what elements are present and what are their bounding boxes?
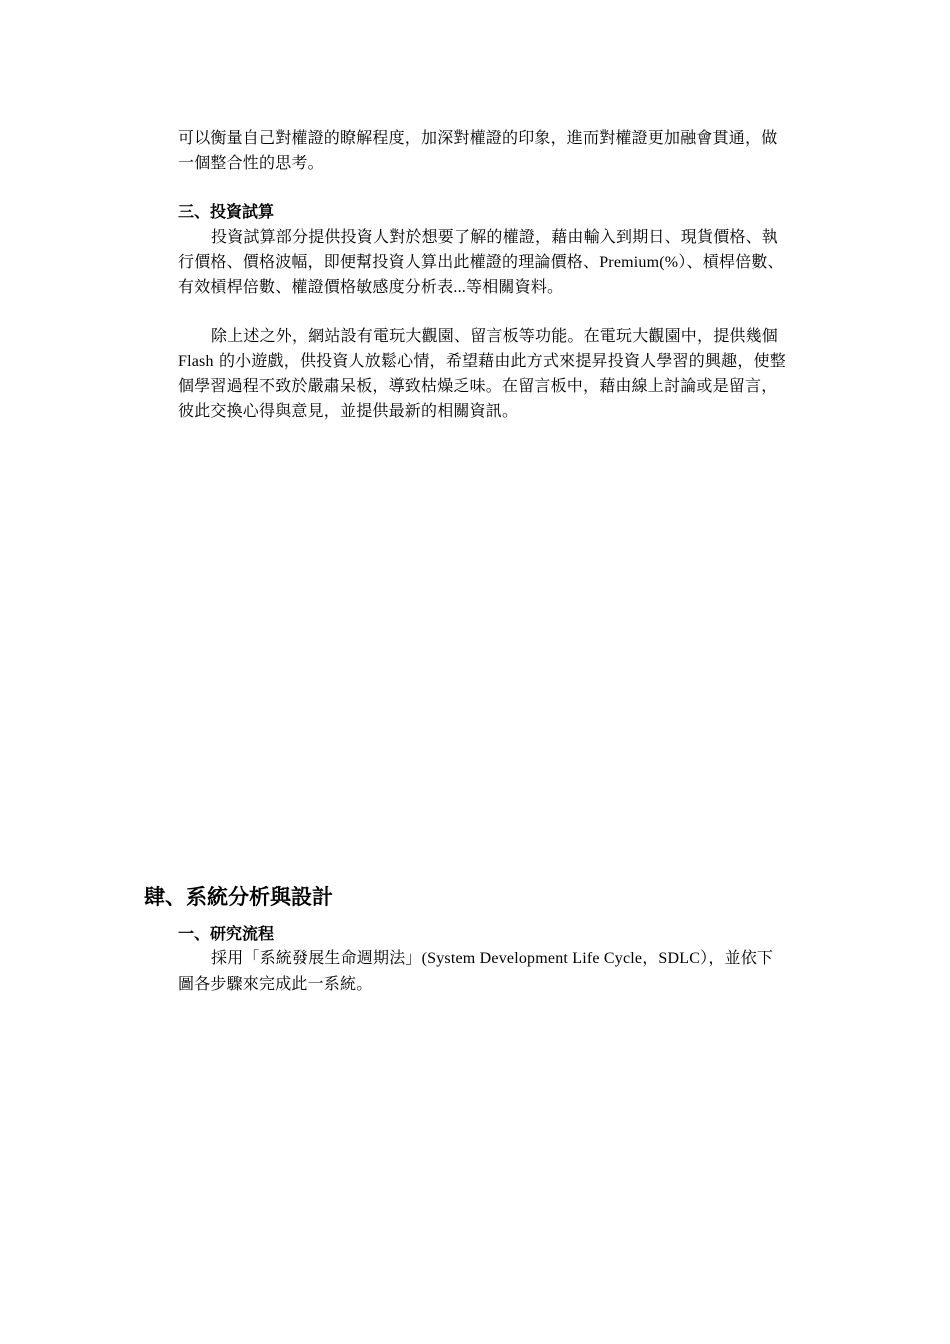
ellipsis: ...: [453, 279, 467, 296]
section-3-line-3-end: 等相關資料。: [466, 277, 564, 296]
intro-paragraph: [178, 126, 814, 175]
chapter-4-heading: 肆、系統分析與設計: [144, 885, 333, 909]
section-3-paragraph: [178, 225, 814, 301]
research-process-paragraph: [178, 946, 814, 996]
extra-line-4: 彼此交換心得與意見，並提供最新的相關資訊。: [178, 400, 519, 420]
premium-term: Premium(%）、槓桿倍數、: [599, 253, 784, 271]
research-line-2: 圖各步驟來完成此一系統。: [178, 973, 373, 993]
research-line-1-end: ，並依下: [708, 948, 774, 967]
section-3-line-2-text: 行價格、價格波幅，即便幫投資人算出此權證的理論價格、: [178, 251, 600, 271]
section-3-line-1: 投資試算部分提供投資人對於想要了解的權證，藉由輸入到期日、現貨價格、執: [211, 227, 779, 246]
section-3-line-3-text: 有效槓桿倍數、權證價格敏感度分析表: [178, 277, 454, 296]
extra-line-2: [178, 349, 814, 375]
section-3-heading: 三、投資試算: [178, 202, 275, 221]
research-process-heading: 一、研究流程: [178, 924, 275, 943]
research-line-1-text: 採用「系統發展生命週期法」: [211, 948, 422, 967]
extra-line-3: 個學習過程不致於嚴肅呆板，導致枯燥乏味。在留言板中，藉由線上討論或是留言，: [178, 376, 778, 395]
extra-features-paragraph: [178, 324, 814, 423]
extra-line-1: 除上述之外，網站設有電玩大觀園、留言板等功能。在電玩大觀園中，提供幾個: [211, 326, 779, 345]
section-3-line-3: [178, 275, 814, 301]
research-line-1: [178, 946, 814, 972]
intro-line-2: 一個整合性的思考。: [178, 152, 324, 172]
extra-line-2-text: 的小遊戲，供投資人放鬆心情，希望藉由此方式來提昇投資人學習的興趣，使整: [213, 350, 786, 370]
intro-line-1: 可以衡量自己對權證的瞭解程度，加深對權證的印象，進而對權證更加融會貫通，做: [178, 128, 778, 147]
flash-term: Flash: [178, 352, 214, 370]
section-3-line-2: [178, 250, 814, 276]
sdlc-term: (System Development Life Cycle，SDLC）: [421, 950, 709, 967]
